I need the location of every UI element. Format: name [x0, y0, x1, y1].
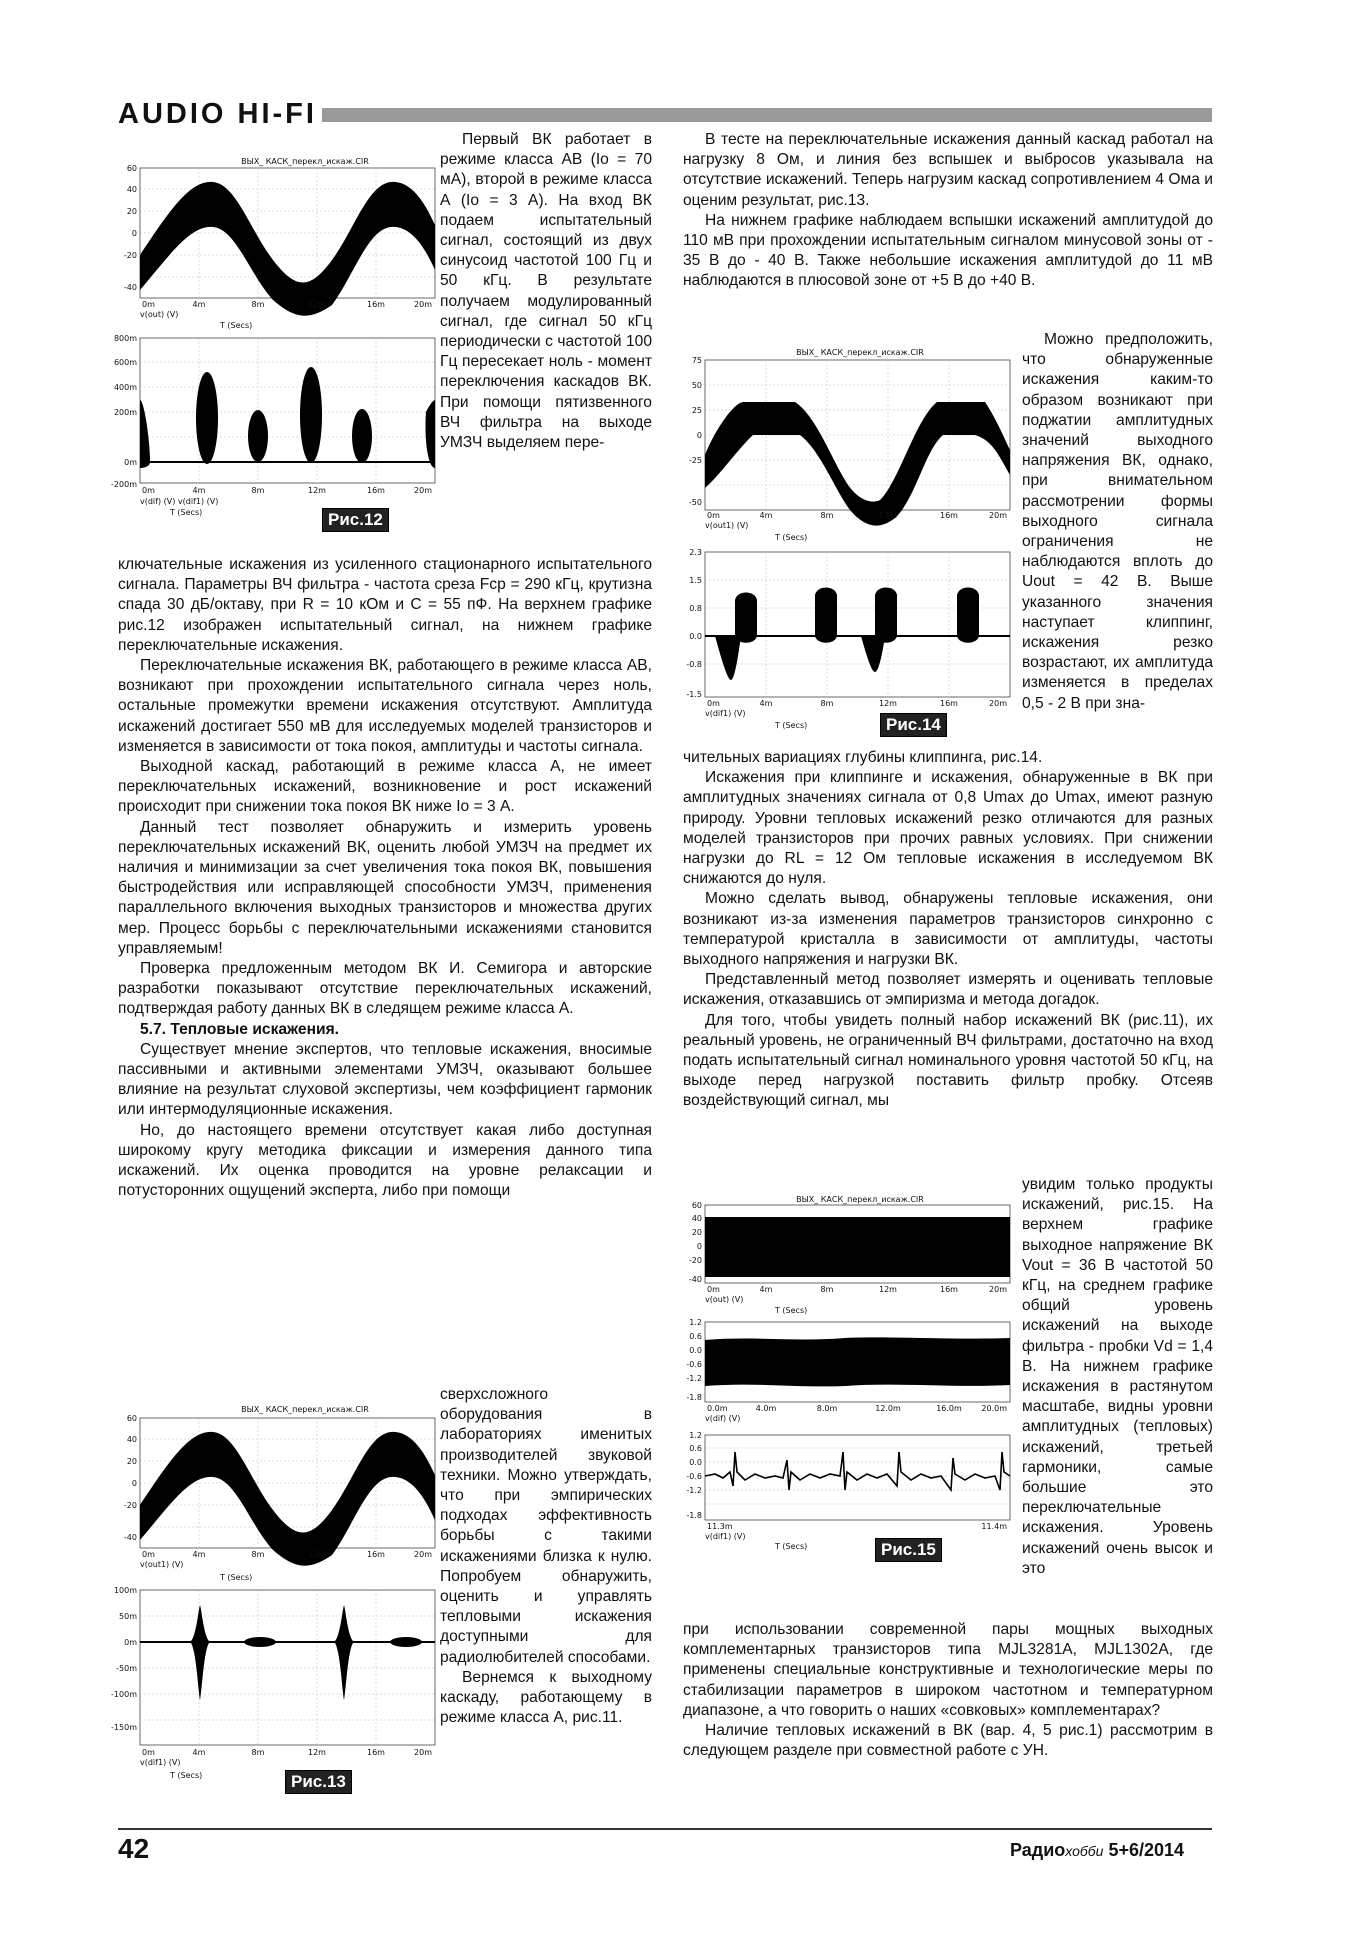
- svg-text:4.0m: 4.0m: [755, 1404, 777, 1413]
- svg-text:-25: -25: [688, 456, 702, 465]
- svg-text:-0.6: -0.6: [686, 1472, 702, 1481]
- footer-rule: [118, 1828, 1212, 1830]
- svg-text:-50m: -50m: [116, 1664, 137, 1673]
- svg-text:4m: 4m: [759, 1285, 773, 1294]
- svg-text:1.2: 1.2: [689, 1431, 702, 1440]
- fig14-caption: Рис.14: [880, 713, 947, 737]
- svg-text:8m: 8m: [820, 699, 834, 708]
- svg-text:12m: 12m: [879, 1285, 897, 1294]
- right-col-mid: [683, 748, 1213, 1112]
- fig13-bot-xticks: [142, 1748, 432, 1757]
- fig12-bursts: [140, 367, 435, 468]
- svg-text:-150m: -150m: [111, 1723, 137, 1732]
- svg-text:-1.8: -1.8: [686, 1511, 702, 1520]
- svg-text:20m: 20m: [414, 1748, 432, 1757]
- svg-text:0m: 0m: [707, 511, 720, 520]
- svg-text:12m: 12m: [308, 486, 326, 495]
- fig13-top-ylabel: v(out1) (V): [140, 1560, 184, 1569]
- svg-text:0.6: 0.6: [689, 1444, 702, 1453]
- svg-text:2.3: 2.3: [689, 548, 702, 557]
- fig13-bot-xlabel: T (Secs): [170, 1771, 203, 1780]
- svg-text:12.0m: 12.0m: [875, 1404, 901, 1413]
- svg-text:0.0: 0.0: [689, 1346, 702, 1355]
- right-side-text-2: [1022, 1175, 1213, 1579]
- fig13-title: ВЫХ_ КАСК_перекл_искаж.CIR: [241, 1405, 369, 1414]
- svg-text:1.2: 1.2: [689, 1318, 702, 1327]
- svg-text:400m: 400m: [113, 383, 137, 392]
- fig14-top-ylabel: v(out1) (V): [705, 521, 749, 530]
- svg-text:4m: 4m: [192, 300, 206, 309]
- svg-text:-50: -50: [688, 498, 702, 507]
- svg-text:8m: 8m: [251, 486, 265, 495]
- right-p2: На нижнем графике наблюдаем вспышки искажений амплитудой до 110 мВ при прохождении испытательным сигналом минусовой зоны от - 35 В до - 40 В. Также небольшие искажения амплитудой до 11 мВ наблюдаются в плюсовой зоне от +5 В до +40 В.: [683, 211, 1213, 290]
- svg-text:0: 0: [696, 1242, 702, 1251]
- svg-text:40: 40: [691, 1214, 702, 1223]
- right-p7: Для того, чтобы увидеть полный набор искажений ВК (рис.11), их реальный уровень, не ограниченный ВЧ фильтрами, достаточно на вход подать испытательный сигнал номинального уровня частотой 50 кГц, на выходе перед нагрузкой поставить фильтр пробку. Отсеяв воздействующий сигнал, мы: [683, 1011, 1213, 1110]
- svg-text:0m: 0m: [707, 1285, 720, 1294]
- figure-12: [110, 150, 440, 535]
- section-subhead: 5.7. Тепловые искажения.: [140, 1020, 340, 1038]
- svg-text:-40: -40: [123, 283, 137, 292]
- svg-text:0m: 0m: [142, 486, 155, 495]
- svg-text:0: 0: [131, 229, 137, 238]
- fig15-top-ylabel: v(out) (V): [705, 1295, 744, 1304]
- svg-text:8.0m: 8.0m: [816, 1404, 838, 1413]
- svg-text:25: 25: [691, 406, 702, 415]
- fig15-bot-xlabel: T (Secs): [775, 1542, 808, 1551]
- issue: 5+6/2014: [1108, 1840, 1185, 1860]
- fig15-top-yticks: [689, 1201, 702, 1284]
- svg-text:16m: 16m: [940, 699, 958, 708]
- fig13-bot-yticks: [111, 1586, 137, 1732]
- fig15-bot-yticks: [686, 1431, 702, 1520]
- svg-text:11.3m: 11.3m: [707, 1522, 733, 1531]
- fig13-bursts: [190, 1605, 422, 1700]
- header-bar: [322, 108, 1212, 122]
- fig15-caption: Рис.15: [875, 1538, 942, 1562]
- left-p3: Выходной каскад, работающий в режиме класса А, не имеет переключательных искажений, возникновение и рост искажений происходит при снижении тока покоя ВК ниже Io = 3 А.: [118, 758, 652, 816]
- right-p3: чительных вариациях глубины клиппинга, рис.14.: [683, 749, 1043, 766]
- fig12-bot-xlabel: T (Secs): [170, 508, 203, 517]
- right-p9: Наличие тепловых искажений в ВК (вар. 4, 5 рис.1) рассмотрим в следующем разделе при совместной работе с УН.: [683, 1722, 1213, 1760]
- fig15-mid-band: [705, 1337, 1010, 1386]
- fig13-top-wave: [140, 1432, 435, 1566]
- svg-text:4m: 4m: [192, 1748, 206, 1757]
- left-p6: Существует мнение экспертов, что тепловые искажения, вносимые пассивными и активными элементами УМЗЧ, оказывают большее влияние на результат слуховой экспертизы, чем коэффициент гармоник или интермодуляционные искажения.: [118, 1040, 652, 1119]
- svg-text:12m: 12m: [879, 511, 897, 520]
- svg-text:-0.6: -0.6: [686, 1360, 702, 1369]
- fig15-top-band: [705, 1217, 1010, 1277]
- right-col-top: [683, 130, 1213, 292]
- svg-text:-0.8: -0.8: [686, 660, 702, 669]
- fig12-title: ВЫХ_ КАСК_перекл_искаж.CIR: [241, 157, 369, 166]
- svg-text:4m: 4m: [759, 511, 773, 520]
- fig14-bot-ylabel: v(dif1) (V): [705, 709, 746, 718]
- svg-text:16m: 16m: [367, 1748, 385, 1757]
- svg-text:8m: 8m: [251, 1550, 265, 1559]
- magazine-name: [1010, 1840, 1184, 1861]
- svg-text:0m: 0m: [142, 300, 155, 309]
- svg-text:4m: 4m: [192, 486, 206, 495]
- svg-text:-20: -20: [123, 1501, 137, 1510]
- fig15-bot-xticks: [707, 1522, 1007, 1531]
- section-header: AUDIO HI-FI: [118, 98, 317, 130]
- svg-text:20m: 20m: [989, 1285, 1007, 1294]
- left-p8-side: Вернемся к выходному каскаду, работающему в режиме класса А, рис.11.: [440, 1668, 652, 1727]
- svg-text:0m: 0m: [142, 1748, 155, 1757]
- svg-text:-20: -20: [123, 251, 137, 260]
- svg-text:-1.2: -1.2: [686, 1486, 702, 1495]
- svg-text:0m: 0m: [707, 699, 720, 708]
- fig12-top-yticks: [124, 164, 137, 292]
- svg-text:60: 60: [691, 1201, 702, 1210]
- svg-text:-1.5: -1.5: [686, 690, 702, 699]
- fig15-mid-xticks: [707, 1404, 1007, 1413]
- svg-text:20: 20: [126, 1457, 137, 1466]
- left-intro-side: Первый ВК работает в режиме класса АВ (Io = 70 мА), второй в режиме класса А (Io = 3 А). На вход ВК подаем испытательный сигнал, состоящий из двух синусоид частотой 100 Гц и 50 кГц. В результате получаем модулированный сигнал, где сигнал 50 кГц периодически с частотой 100 Гц пересекает ноль - момент переключения каскадов ВК. При помощи пятизвенного ВЧ фильтра на выходе УМЗЧ выделяем пере-: [440, 131, 652, 452]
- svg-text:16m: 16m: [940, 1285, 958, 1294]
- svg-text:16m: 16m: [367, 300, 385, 309]
- svg-text:0m: 0m: [142, 1550, 155, 1559]
- fig15-mid-yticks: [686, 1318, 702, 1402]
- figure-13: [110, 1400, 440, 1805]
- svg-text:60: 60: [126, 1414, 137, 1423]
- fig15-top-xlabel: T (Secs): [775, 1306, 808, 1315]
- fig14-bot-xlabel: T (Secs): [775, 721, 808, 730]
- svg-text:12m: 12m: [879, 699, 897, 708]
- svg-text:20.0m: 20.0m: [981, 1404, 1007, 1413]
- svg-text:16.0m: 16.0m: [936, 1404, 962, 1413]
- svg-text:20: 20: [126, 207, 137, 216]
- svg-text:-40: -40: [123, 1533, 137, 1542]
- left-col-text: [118, 555, 652, 1202]
- svg-text:20m: 20m: [989, 511, 1007, 520]
- svg-text:50m: 50m: [119, 1612, 137, 1621]
- page-number: 42: [118, 1833, 150, 1864]
- svg-text:75: 75: [691, 356, 702, 365]
- svg-text:1.5: 1.5: [689, 576, 702, 585]
- svg-text:16m: 16m: [367, 486, 385, 495]
- fig12-bot-yticks: [111, 334, 137, 489]
- svg-text:40: 40: [126, 1435, 137, 1444]
- figure-14: [675, 340, 1020, 740]
- fig15-bot-ylabel: v(dif1) (V): [705, 1532, 746, 1541]
- fig13-bot-ylabel: v(dif1) (V): [140, 1758, 181, 1767]
- svg-text:0.0m: 0.0m: [707, 1404, 728, 1413]
- svg-text:60: 60: [126, 164, 137, 173]
- svg-text:0.8: 0.8: [689, 604, 702, 613]
- svg-text:0: 0: [696, 431, 702, 440]
- svg-text:0m: 0m: [124, 458, 137, 467]
- svg-text:-200m: -200m: [111, 480, 137, 489]
- fig13-top-yticks: [124, 1414, 137, 1542]
- svg-text:-1.2: -1.2: [686, 1374, 702, 1383]
- svg-text:8m: 8m: [820, 511, 834, 520]
- left-p4: Данный тест позволяет обнаружить и измерить уровень переключательных искажений ВК, оценить любой УМЗЧ на предмет их наличия и минимизации за счет увеличения тока покоя ВК, повышения быстродействия или исправляющей способности УМЗЧ, применения параллельного включения выходных транзисторов и множества других мер. Процесс борьбы с переключательными искажениями становится управляемым!: [118, 818, 652, 957]
- fig12-bot-ylabel: v(dif) (V) v(dif1) (V): [140, 497, 219, 506]
- fig15-bot-trace: [705, 1452, 1010, 1490]
- svg-text:-100m: -100m: [111, 1690, 137, 1699]
- svg-text:20: 20: [691, 1228, 702, 1237]
- right-p8: при использовании современной пары мощных выходных комплементарных транзисторов типа MJL3281A, MJL1302A, где применены специальные конструктивные и технологические меры по стабилизации параметров в широком частотном и температурном диапазоне, а что говорить о наших «совковых» комплементарах?: [683, 1621, 1213, 1719]
- fig13-caption: Рис.13: [285, 1770, 352, 1794]
- svg-text:-40: -40: [688, 1275, 702, 1284]
- svg-text:4m: 4m: [759, 699, 773, 708]
- right-p5: Можно сделать вывод, обнаружены тепловые искажения, они возникают из-за изменения параметров транзисторов синхронно с температурой кристалла в зависимости от амплитуды, частоты выходного напряжения и нагрузки ВК.: [683, 890, 1213, 969]
- svg-text:8m: 8m: [251, 300, 265, 309]
- right-p1: В тесте на переключательные искажения данный каскад работал на нагрузку 8 Ом, и линия без вспышек и выбросов указывала на отсутствие искажений. Теперь нагрузим каскад сопротивлением 4 Ома и оценим результат, рис.13.: [683, 131, 1213, 209]
- fig13-top-xlabel: T (Secs): [220, 1573, 253, 1582]
- right-p6: Представленный метод позволяет измерять и оценивать тепловые искажения, отказавшись от эмпиризма и метода догадок.: [683, 971, 1213, 1009]
- svg-text:20m: 20m: [414, 300, 432, 309]
- svg-text:16m: 16m: [940, 511, 958, 520]
- fig15-top-xticks: [707, 1285, 1007, 1294]
- svg-text:200m: 200m: [113, 408, 137, 417]
- svg-text:100m: 100m: [113, 1586, 137, 1595]
- svg-text:12m: 12m: [308, 1550, 326, 1559]
- svg-text:0.0: 0.0: [689, 1458, 702, 1467]
- svg-text:0m: 0m: [124, 1638, 137, 1647]
- right-p7-side: увидим только продукты искажений, рис.15. На верхнем графике выходное напряжение ВК Vout = 36 В частотой 50 кГц, на среднем графике общий уровень искажений на выходе фильтра - пробки Vd = 1,4 В. На нижнем графике искажения в растянутом масштабе, видны уровни амплитудных (тепловых) искажений, третьей гармоники, самые большие это переключательные искажения. Уровень искажений очень высок и это: [1022, 1176, 1213, 1577]
- svg-text:-20: -20: [688, 1256, 702, 1265]
- svg-text:12m: 12m: [308, 300, 326, 309]
- svg-text:40: 40: [126, 185, 137, 194]
- fig12-caption: Рис.12: [322, 508, 389, 532]
- left-side-text-2: [440, 1385, 652, 1728]
- fig14-bot-xticks: [707, 699, 1007, 708]
- svg-text:12m: 12m: [308, 1748, 326, 1757]
- fig15-title: ВЫХ_ КАСК_перекл_искаж.CIR: [796, 1195, 924, 1204]
- fig14-top-xlabel: T (Secs): [775, 533, 808, 542]
- right-col-bottom: [683, 1620, 1213, 1761]
- svg-text:16m: 16m: [367, 1550, 385, 1559]
- fig14-bursts: [715, 588, 979, 681]
- svg-text:20m: 20m: [414, 1550, 432, 1559]
- left-p5: Проверка предложенным методом ВК И. Семигора и авторские разработки показывают отсутствие переключательных искажений, подтверждая работу данных ВК в следящем режиме класса А.: [118, 960, 652, 1018]
- left-p7: Но, до настоящего времени отсутствует какая либо доступная широкому кругу методика фиксации и измерения данного типа искажений. Их оценка проводится на уровне релаксации и потусторонних ощущений эксперта, либо при помощи: [118, 1121, 652, 1200]
- fig14-title: ВЫХ_ КАСК_перекл_искаж.CIR: [796, 348, 924, 357]
- left-p2: Переключательные искажения ВК, работающего в режиме класса АВ, возникают при прохождении испытательного сигнала через ноль, остальные промежутки времени искажения отсутствуют. Амплитуда искажений достигает 550 мВ для исследуемых моделей транзисторов и изменяется в зависимости от тока покоя, амплитуды и частоты сигнала.: [118, 657, 652, 755]
- svg-text:8m: 8m: [820, 1285, 834, 1294]
- fig14-top-yticks: [689, 356, 702, 507]
- svg-text:20m: 20m: [989, 699, 1007, 708]
- svg-text:-1.8: -1.8: [686, 1393, 702, 1402]
- left-p1: ключательные искажения из усиленного стационарного испытательного сигнала. Параметры ВЧ фильтра - частота среза Fср = 290 кГц, крутизна спада 30 дБ/октаву, при R = 10 кОм и С = 55 пФ. На верхнем графике рис.12 изображен испытательный сигнал, на нижнем графике переключательные искажения.: [118, 556, 652, 654]
- svg-text:20m: 20m: [414, 486, 432, 495]
- right-p4: Искажения при клиппинге и искажения, обнаруженные в ВК при амплитудных значениях сигнала от 0,8 Umax до Umax, имеют разную природу. Уровни тепловых искажений резко отличаются для разных моделей транзисторов при прочих равных условиях. При снижении нагрузки до RL = 12 Ом тепловые искажения в исследуемом ВК снижаются до нуля.: [683, 769, 1213, 888]
- svg-text:8m: 8m: [251, 1748, 265, 1757]
- right-p3-side: Можно предположить, что обнаруженные искажения каким-то образом возникают при поджатии амплитудных значений выходного напряжения ВК, однако, при внимательном рассмотрении формы выходного сигнала ограничения не наблюдаются вплоть до Uout = 42 В. Выше указанного значения наступает клиппинг, искажения резко возрастают, их амплитуда изменяется в пределах 0,5 - 2 В при зна-: [1022, 331, 1213, 712]
- svg-text:800m: 800m: [113, 334, 137, 343]
- svg-text:0.6: 0.6: [689, 1332, 702, 1341]
- svg-text:4m: 4m: [192, 1550, 206, 1559]
- right-side-text-1: [1022, 330, 1213, 714]
- svg-text:0: 0: [131, 1479, 137, 1488]
- left-p7-side: сверхсложного оборудования в лабораториях именитых производителей звуковой техники. Можно утверждать, что при эмпирических подходах эффективность борьбы с такими искажениями близка к нулю. Попробуем обнаружить, оценить и управлять тепловыми искажения доступными для радиолюбителей способами.: [440, 1386, 652, 1666]
- fig15-mid-ylabel: v(dif) (V): [705, 1414, 741, 1423]
- svg-text:50: 50: [691, 381, 702, 390]
- magazine-b: хобби: [1065, 1843, 1104, 1859]
- figure-15: [675, 1190, 1020, 1595]
- fig12-top-ylabel: v(out) (V): [140, 310, 179, 319]
- svg-text:600m: 600m: [113, 358, 137, 367]
- fig12-top-wave: [140, 182, 435, 316]
- fig12-bot-xticks: [142, 486, 432, 495]
- fig14-top-wave: [705, 402, 1010, 526]
- magazine-a: Радио: [1010, 1840, 1066, 1860]
- svg-text:11.4m: 11.4m: [981, 1522, 1007, 1531]
- svg-text:0.0: 0.0: [689, 632, 702, 641]
- fig14-bot-yticks: [686, 548, 702, 699]
- fig12-top-xlabel: T (Secs): [220, 321, 253, 330]
